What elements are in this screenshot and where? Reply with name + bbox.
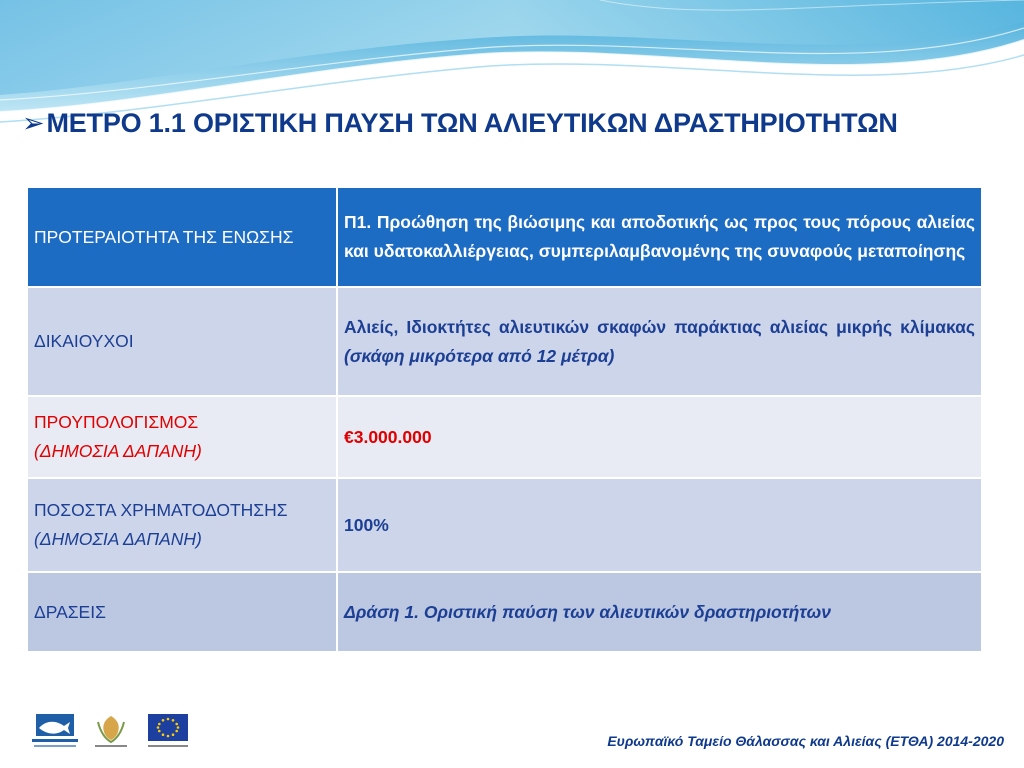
funding-label-cell: [27, 478, 337, 572]
table-row: [27, 478, 982, 572]
measure-info-table: [26, 186, 983, 653]
logo-strip: [30, 712, 192, 754]
priority-label: ΠΡΟΤΕΡΑΙΟΤΗΤΑ ΤΗΣ ΕΝΩΣΗΣ: [27, 187, 337, 287]
page-title: [22, 108, 1012, 139]
budget-label-cell: [27, 396, 337, 478]
cyprus-republic-emblem: [90, 712, 132, 752]
budget-value: €3.000.000: [337, 396, 982, 478]
funding-label: ΠΟΣΟΣΤΑ ΧΡΗΜΑΤΟΔΟΤΗΣΗΣ: [34, 500, 288, 520]
actions-label: ΔΡΑΣΕΙΣ: [27, 572, 337, 652]
funding-value: 100%: [337, 478, 982, 572]
budget-sublabel: (ΔΗΜΟΣΙΑ ΔΑΠΑΝΗ): [34, 441, 202, 461]
table-row: [27, 572, 982, 652]
arrow-bullet-icon: ➢: [22, 108, 45, 138]
fisheries-dept-logo: [30, 712, 80, 752]
footer-text: Ευρωπαϊκό Ταμείο Θάλασσας και Αλιείας (ΕΤΘΑ) 2014-2020: [607, 733, 1004, 749]
table-row: [27, 396, 982, 478]
beneficiaries-cell: [337, 287, 982, 396]
beneficiaries-note: (σκάφη μικρότερα από 12 μέτρα): [344, 345, 615, 366]
table-row: [27, 287, 982, 396]
beneficiaries-value: Αλιείς, Ιδιοκτήτες αλιευτικών σκαφών παράκτιας αλιείας μικρής κλίμακας: [344, 316, 975, 337]
beneficiaries-label: ΔΙΚΑΙΟΥΧΟΙ: [27, 287, 337, 396]
eu-flag: [144, 712, 192, 752]
priority-value: Π1. Προώθηση της βιώσιμης και αποδοτικής ως προς τους πόρους αλιείας και υδατοκαλλιέργειας, συμπεριλαμβανομένης της συναφούς μεταποίησης: [337, 187, 982, 287]
funding-sublabel: (ΔΗΜΟΣΙΑ ΔΑΠΑΝΗ): [34, 529, 202, 549]
table-row: [27, 187, 982, 287]
actions-value: Δράση 1. Οριστική παύση των αλιευτικών δραστηριοτήτων: [337, 572, 982, 652]
page-title-text: ΜΕΤΡΟ 1.1 ΟΡΙΣΤΙΚΗ ΠΑΥΣΗ ΤΩΝ ΑΛΙΕΥΤΙΚΩΝ ΔΡΑΣΤΗΡΙΟΤΗΤΩΝ: [46, 108, 898, 138]
budget-label: ΠΡΟΥΠΟΛΟΓΙΣΜΟΣ: [34, 412, 199, 432]
